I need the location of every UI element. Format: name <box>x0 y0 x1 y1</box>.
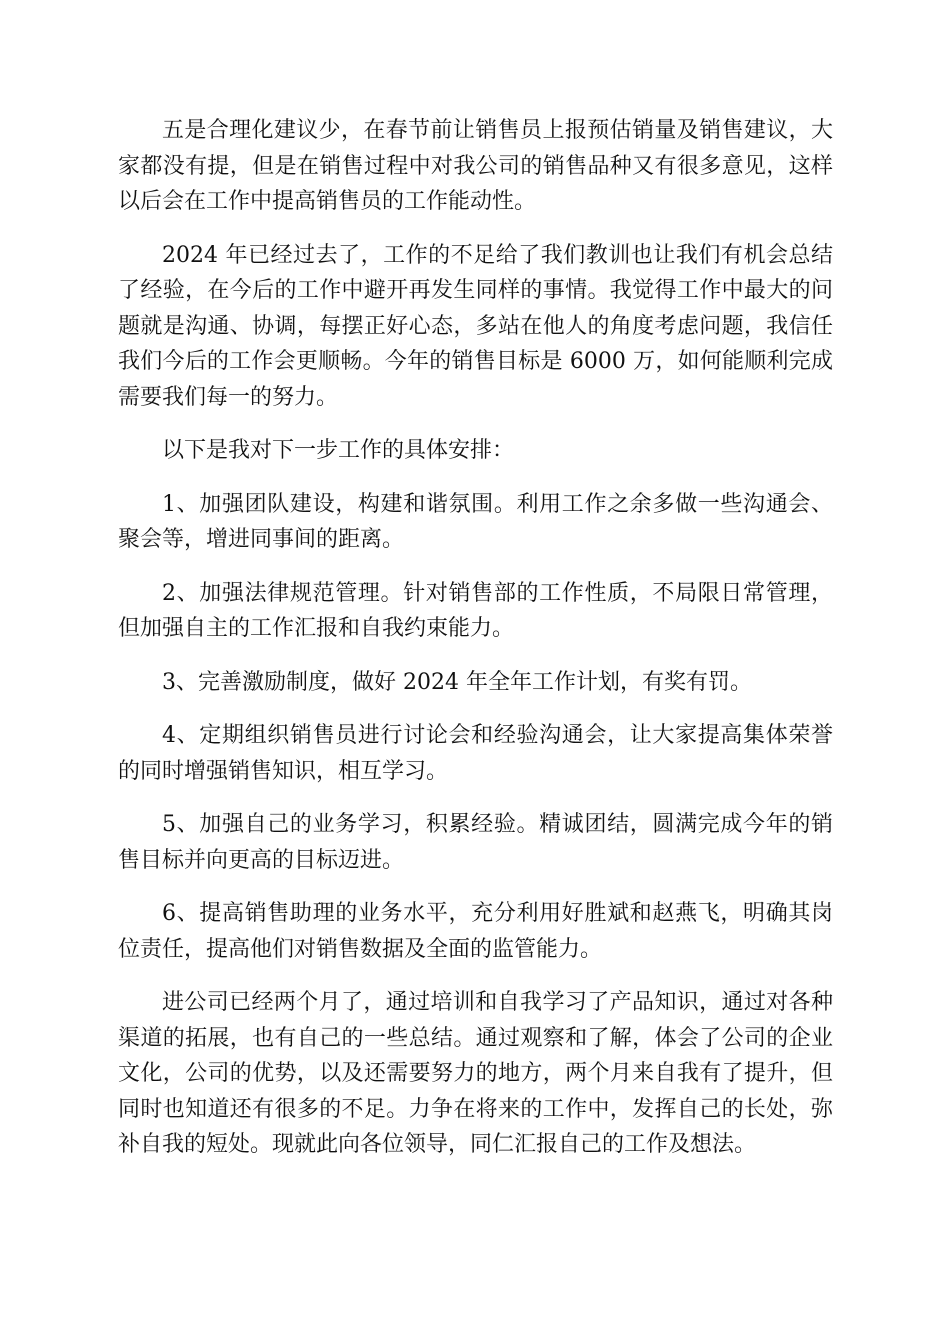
paragraph-two-months: 进公司已经两个月了，通过培训和自我学习了产品知识，通过对各种渠道的拓展，也有自己的一些总结。通过观察和了解，体会了公司的企业文化，公司的优势，以及还需要努力的地方，两个月来自我有了提升，但同时也知道还有很多的不足。力争在将来的工作中，发挥自己的长处，弥补自我的短处。现就此向各位领导，同仁汇报自己的工作及想法。 <box>118 990 833 1157</box>
paragraph-plan-item-6: 6、提高销售助理的业务水平，充分利用好胜斌和赵燕飞，明确其岗位责任，提高他们对销售数据及全面的监管能力。 <box>118 901 833 962</box>
paragraph-suggestions: 五是合理化建议少，在春节前让销售员上报预估销量及销售建议，大家都没有提，但是在销售过程中对我公司的销售品种又有很多意见，这样以后会在工作中提高销售员的工作能动性。 <box>118 118 833 214</box>
paragraph-plan-item-5: 5、加强自己的业务学习，积累经验。精诚团结，圆满完成今年的销售目标并向更高的目标迈进。 <box>118 812 833 873</box>
paragraph-plan-item-2: 2、加强法律规范管理。针对销售部的工作性质，不局限日常管理，但加强自主的工作汇报和自我约束能力。 <box>118 580 833 641</box>
document-page <box>118 113 833 1181</box>
paragraph-plan-item-4: 4、定期组织销售员进行讨论会和经验沟通会，让大家提高集体荣誉的同时增强销售知识，相互学习。 <box>118 723 833 784</box>
paragraph-plan-item-3: 3、完善激励制度，做好 2024 年全年工作计划，有奖有罚。 <box>162 669 752 695</box>
paragraph-plan-intro: 以下是我对下一步工作的具体安排： <box>162 438 515 463</box>
paragraph-year-summary: 2024 年已经过去了，工作的不足给了我们教训也让我们有机会总结了经验，在今后的工作中避开再发生同样的事情。我觉得工作中最大的问题就是沟通、协调，每摆正好心态，多站在他人的角度考虑问题，我信任我们今后的工作会更顺畅。今年的销售目标是 6000 万，如何能顺利完成需要我们每一的努力。 <box>118 242 833 410</box>
paragraph-plan-item-1: 1、加强团队建设，构建和谐氛围。利用工作之余多做一些沟通会、聚会等，增进同事间的距离。 <box>118 491 833 552</box>
